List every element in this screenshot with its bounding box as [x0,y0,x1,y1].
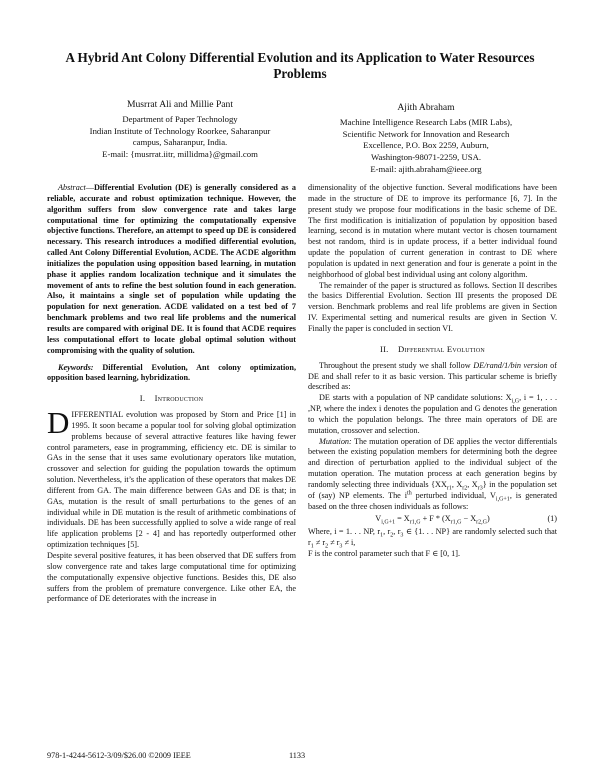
de-paragraph-mutation: Mutation: The mutation operation of DE applies the vector differentials between the existing population members for determining both the degree and direction of perturbation applied to the individual subject of the mutation operation. The mutation process at each generation begins by randomly selecting three individuals {$XX_{r1}$, $X_{r2}$, $X_{r3}$} in the population set of (say) NP elements. The $i^{th}$ perturbed individual, $V_{i,G+1}$, is generated based on the three chosen individuals as follows: [308,436,558,511]
equation-number: (1) [547,514,557,524]
intro-paragraph-2: Despite several positive features, it has been observed that DE suffers from slow convergence rate and takes large computational time for optimizing the computationally expensive objective functions. Besides this, DE also suffers from the problem of premature convergence. Like other EA, the performance of DE deteriorates with the increase in [47,551,296,604]
dropcap: D [47,405,70,441]
copyright-footer: 978-1-4244-5612-3/09/$26.00 ©2009 IEEE [47,751,191,760]
section-heading-differential-evolution: II. Differential Evolution [380,343,485,354]
author-affiliation-line: Machine Intelligence Research Labs (MIR Labs), [339,116,513,127]
author-affiliation-line: Indian Institute of Technology Roorkee, Saharanpur [89,125,271,136]
author-affiliation-line: Scientific Network for Innovation and Research [342,128,510,139]
de-paragraph-2: DE starts with a population of NP candidate solutions: $X_{i,G}$, i = 1, . . . ,NP, where the index i denotes the population and G denotes the generation to which the population belongs. The three main operators of DE are mutation, crossover and selection. [308,393,557,435]
abstract-label: Abstract [58,183,86,192]
author-name: Musrrat Ali and Millie Pant [126,99,234,110]
author-affiliation-line: Department of Paper Technology [122,113,238,124]
intro-paragraph-4: The remainder of the paper is structured as follows. Section II describes the basics Differential Evolution. Section III presents the proposed DE version. Benchmark problems and real life problems are given in Section IV. Experimental setting and numerical results are given in Section V. Finally the paper is concluded in section VI. [308,280,557,333]
intro-paragraph-3: dimensionality of the objective function. Several modifications have been made in the structure of DE to improve its performance [6, 7]. In the present study we propose four modifications in the basic scheme of DE. The first modification is initialization of population by opposition based learning, second is in mutation where mutant vector is chosen tournament best not random, third is in update process, if a better individual found update the population of current generation in contrast to DE where population is updated in next generation and four is generate a point in the neighborhood of global best individual using ant colony algorithm. [308,183,557,279]
control-parameter-line: F is the control parameter such that F ∈ [0, 1]. [308,549,461,558]
right-column [308,183,557,560]
author-name: Ajith Abraham [397,102,455,113]
keywords-text: Differential Evolution, Ant colony optimization, opposition based learning, hybridization. [47,362,296,383]
author-affiliation-line: campus, Saharanpur, India. [132,137,228,148]
equation-1: $V_{i,G+1} = X_{r1,G} + F * (X_{r1,G} - X_{r2,G})$ (1) [375,514,557,527]
left-column [47,183,296,605]
keywords-label: Keywords: [58,362,94,372]
section-heading-introduction: I. Introduction [139,393,204,404]
abstract [47,183,296,357]
abstract-dash: — [85,183,94,192]
keywords [47,363,296,385]
paper-title: A Hybrid Ant Colony Differential Evolution and its Application to Water Resources Problems [65,50,535,81]
intro-paragraph-1: DIFFERENTIAL evolution was proposed by Storn and Price [1] in 1995. It soon became a popular tool for solving global optimization problems because of several attractive features like having fewer control parameters, ease in programming, efficiency etc. DE is similar to GAs in the sense that it uses same evolutionary operators like mutation, crossover and selection for guiding the population towards the optimum solution. Nevertheless, it’s the application of these operators that makes DE different from GA. The main difference between GAs and DE is that; in GAs, mutation is the result of small perturbations to the genes of an individual while in DE mutation is the result of arithmetic combinations of individuals. DE has been successfully applied to solve a wide range of real life application problems [2 - 4] and has reportedly outperformed other optimization techniques [5]. [47,405,296,550]
author-block-1 [60,99,300,161]
author-block-2 [306,102,546,176]
author-email: E-mail: ajith.abraham@ieee.org [370,163,482,174]
page-number: 1133 [289,751,306,760]
de-paragraph-1: Throughout the present study we shall follow DE/rand/1/bin version of DE and shall refer to it as basic version. This particular scheme is briefly described as: [308,360,557,392]
author-affiliation-line: Excellence, P.O. Box 2259, Auburn, [363,140,489,151]
equation-where: Where, i = 1. . . NP, $r_1$, $r_2$, $r_3$ ∈ {1. . . NP} are randomly selected such that $r_1 \ne r_2 \ne r_3 \ne i$, [308,527,557,550]
author-email: E-mail: {musrrat.iitr, millidma}@gmail.com [102,149,258,160]
mutation-label: Mutation: [319,436,352,446]
abstract-text: Differential Evolution (DE) is generally considered as a reliable, accurate and robust optimization technique. However, the algorithm suffers from slow convergence rate and takes large computational time for optimizing the computationally expensive objective functions. Therefore, an attempt to speed up DE is considered necessary. This research introduces a modified differential evolution, called Ant Colony Differential Evolution, ACDE. The ACDE algorithm initializes the population using opposition based learning, in mutation phase it applies random localization technique and it simulates the movement of ants to refine the best solution found in each generation. Also, it maintains a single set of population while updating the population for next generation. ACDE validated on a test bed of 7 benchmark problems and two real life problems and the numerical results are compared with original DE. It is found that ACDE requires less computational effort to locate global optimal solution without compromising with the quality of solution. [47,183,296,355]
author-affiliation-line: Washington-98071-2259, USA. [370,152,482,163]
